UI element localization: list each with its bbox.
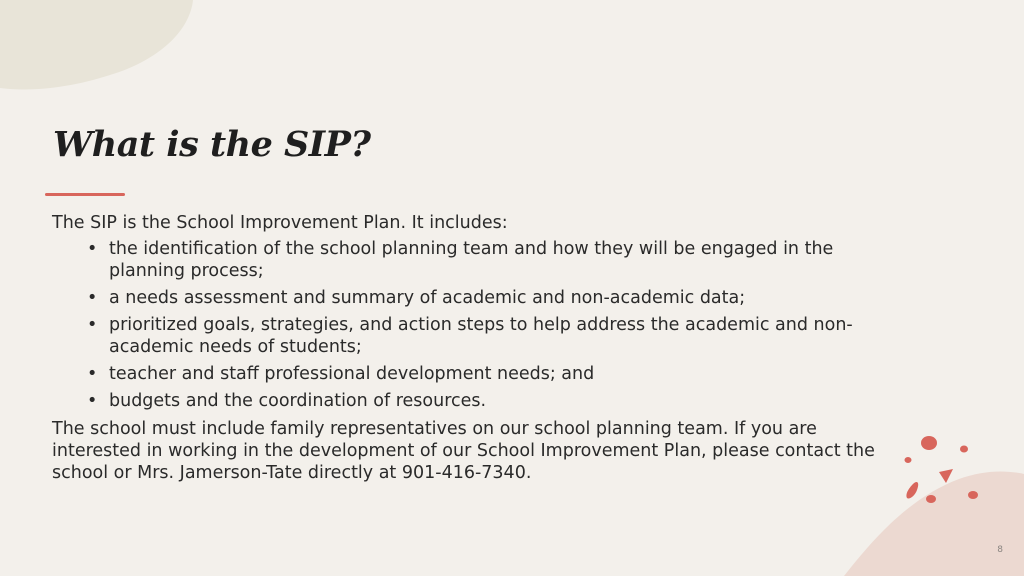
- list-item-text: the identification of the school planning team and how they will be engaged in the planning process;: [109, 239, 834, 281]
- confetti-dot: [926, 495, 936, 503]
- bullet-icon: •: [87, 364, 98, 384]
- confetti-dot: [921, 436, 937, 450]
- title-underline: [45, 193, 125, 196]
- intro-text: The SIP is the School Improvement Plan. It includes:: [52, 213, 508, 233]
- list-item: [87, 390, 902, 412]
- list-item-text: prioritized goals, strategies, and action steps to help address the academic and non-academic needs of students;: [109, 315, 853, 357]
- list-item-text: a needs assessment and summary of academic and non-academic data;: [109, 288, 746, 308]
- list-item: [87, 238, 902, 282]
- bullet-icon: •: [87, 315, 98, 335]
- slide-body: [52, 212, 902, 484]
- bullet-icon: •: [87, 391, 98, 411]
- confetti-shard: [939, 469, 953, 483]
- list-item: [87, 287, 902, 309]
- confetti-petal: [906, 482, 918, 499]
- decorative-blob-top-left: [0, 0, 200, 100]
- confetti-dot: [905, 457, 912, 463]
- bullet-list: [52, 238, 902, 412]
- list-item: [87, 314, 902, 358]
- decorative-confetti: [895, 428, 985, 508]
- list-item-text: teacher and staff professional development needs; and: [109, 364, 595, 384]
- confetti-dot: [968, 491, 978, 499]
- bullet-icon: •: [87, 288, 98, 308]
- list-item-text: budgets and the coordination of resources.: [109, 391, 487, 411]
- confetti-dot: [960, 446, 968, 453]
- list-item: [87, 363, 902, 385]
- closing-text: The school must include family representatives on our school planning team. If you are interested in working in the development of our School Improvement Plan, please contact the school or Mrs. Jamerson-Tate directly at 901-416-7340.: [52, 419, 875, 483]
- slide-title: What is the SIP?: [53, 124, 371, 165]
- bullet-icon: •: [87, 239, 98, 259]
- page-number: 8: [997, 545, 1003, 555]
